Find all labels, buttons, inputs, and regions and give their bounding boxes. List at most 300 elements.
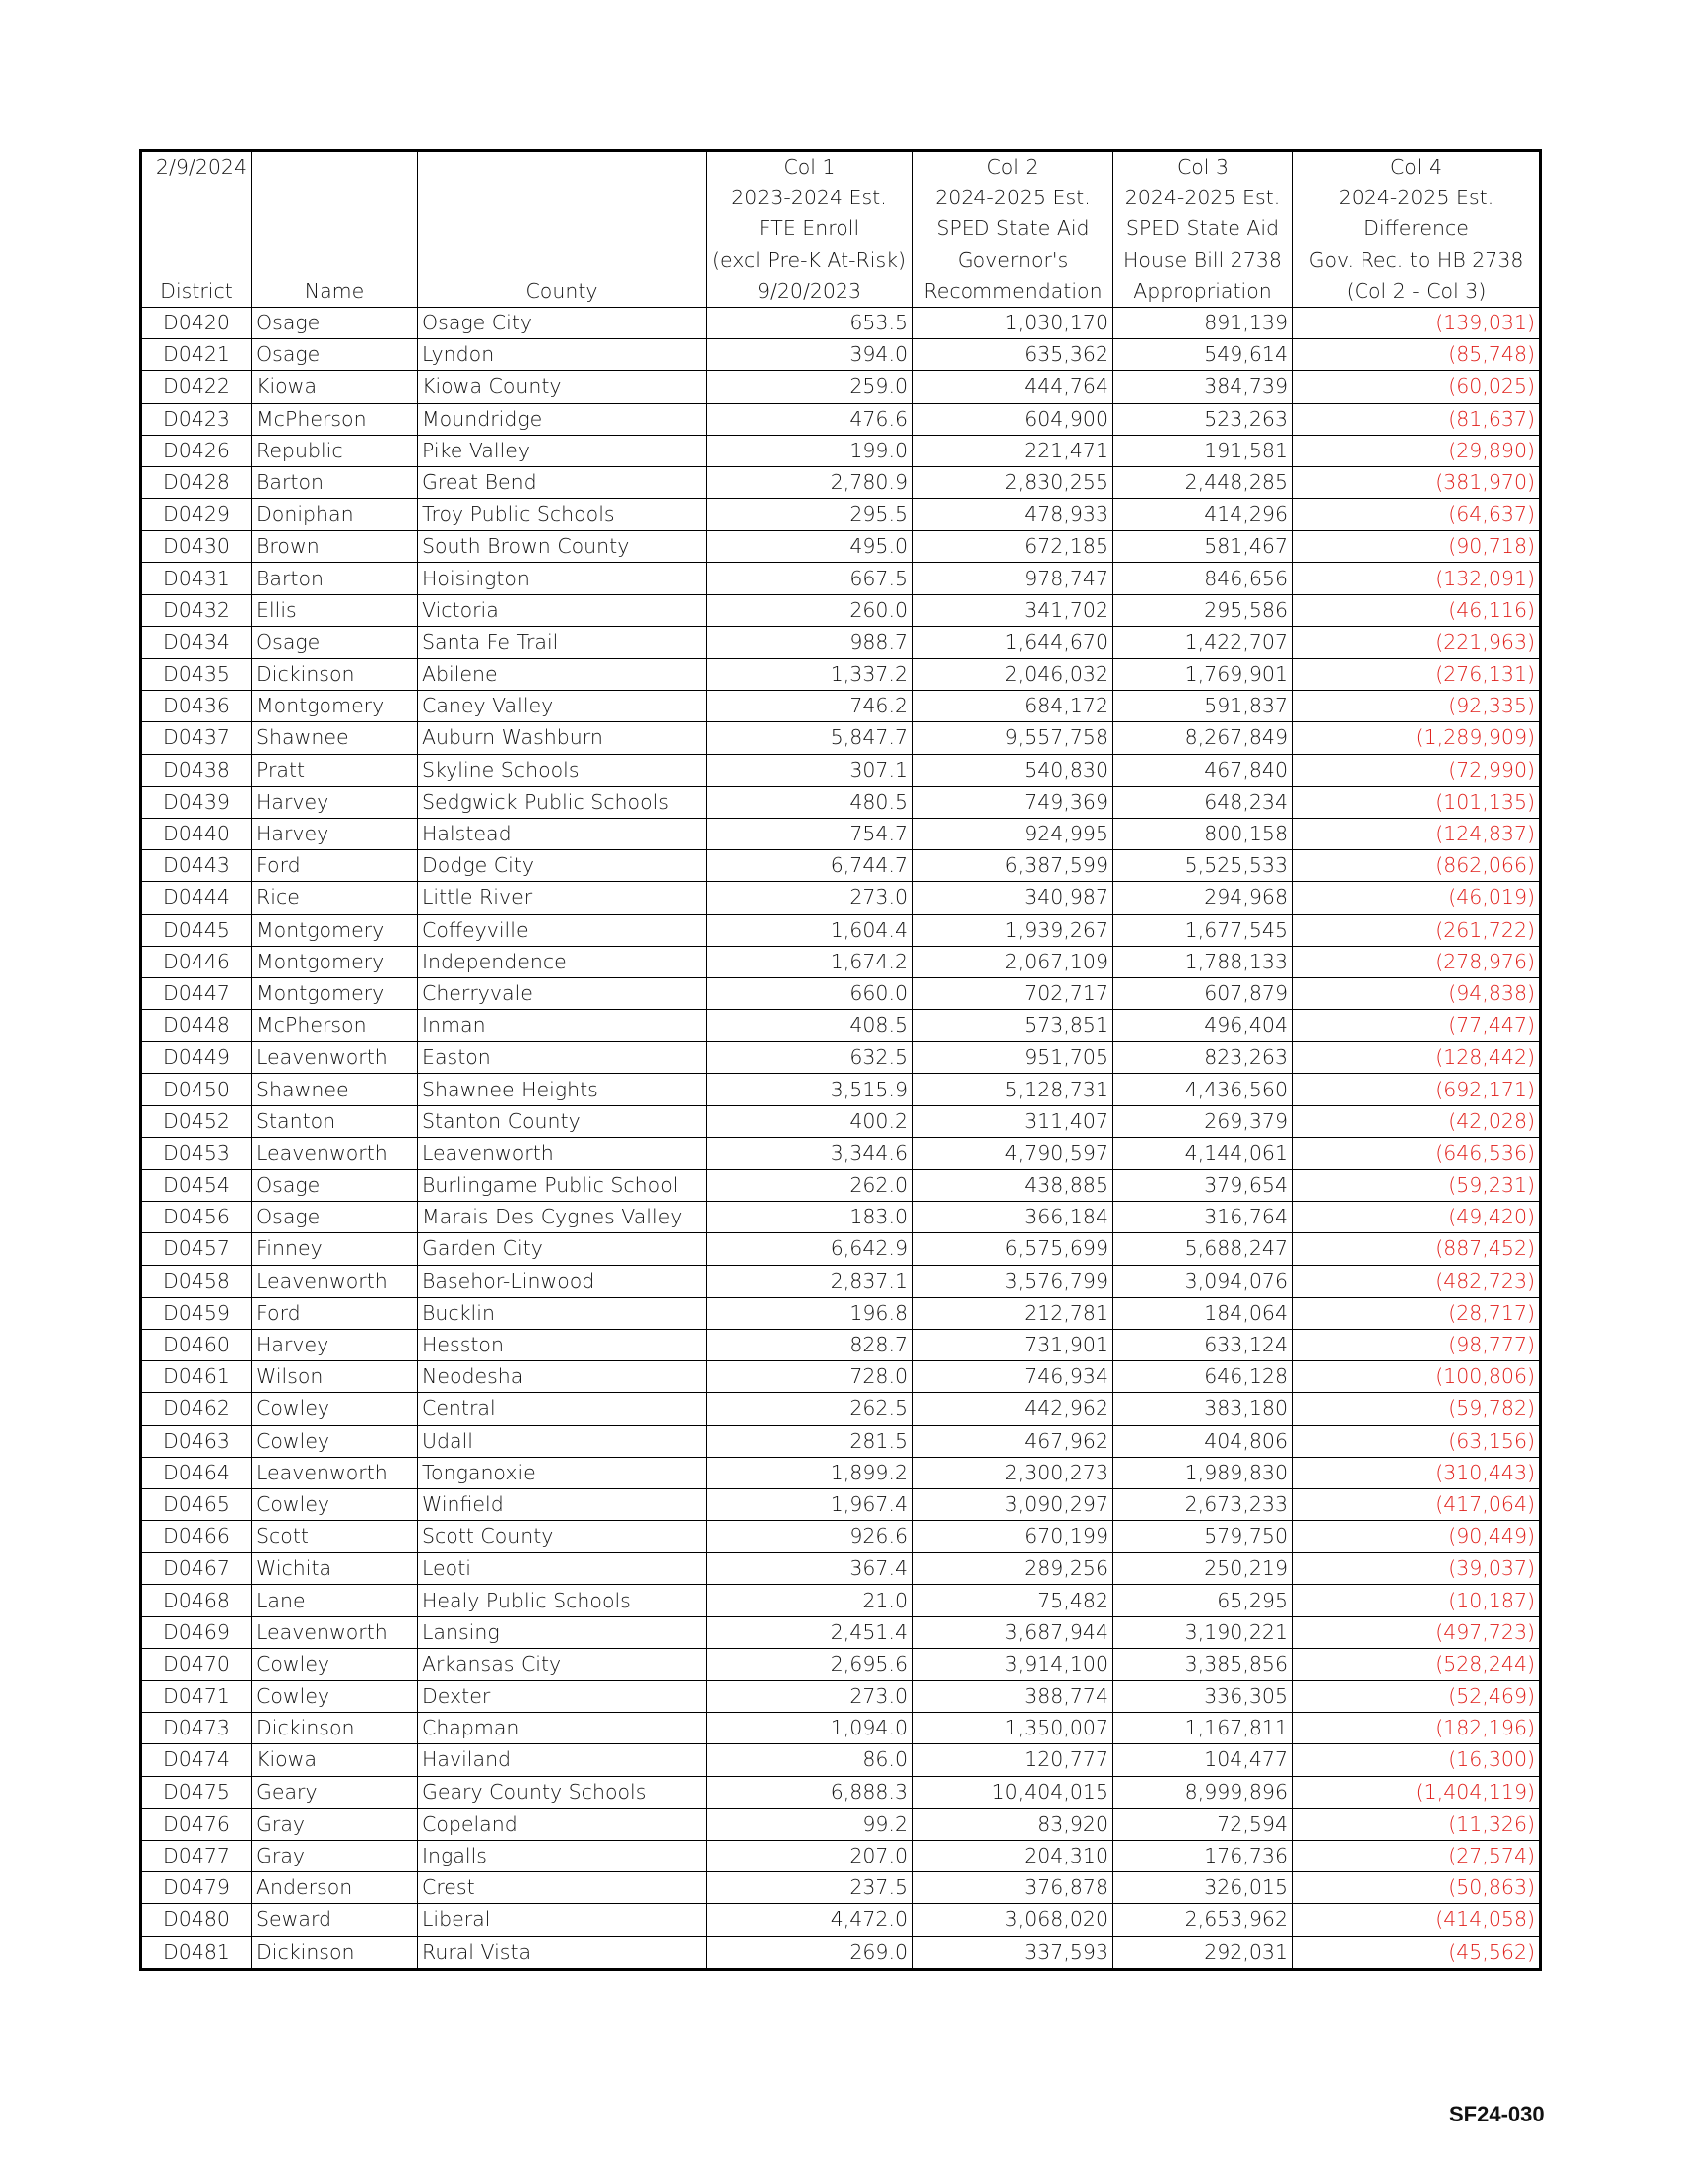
county-cell: Stanton County <box>418 1105 707 1137</box>
fte-enroll-cell: 196.8 <box>707 1297 913 1329</box>
governor-rec-cell: 9,557,758 <box>913 722 1113 754</box>
header-cell: Gov. Rec. to HB 2738 <box>1293 245 1541 276</box>
fte-enroll-cell: 295.5 <box>707 499 913 531</box>
name-cell: Kiowa <box>252 371 418 403</box>
header-cell: Col 3 <box>1113 151 1293 184</box>
name-cell: Dickinson <box>252 1936 418 1969</box>
name-cell: Wichita <box>252 1553 418 1585</box>
difference-cell: (90,449) <box>1293 1521 1541 1553</box>
governor-rec-cell: 2,067,109 <box>913 946 1113 977</box>
hb2738-cell: 404,806 <box>1113 1425 1293 1457</box>
district-cell: D0481 <box>141 1936 252 1969</box>
table-row <box>141 1904 1541 1936</box>
header-cell <box>252 183 418 213</box>
governor-rec-cell: 376,878 <box>913 1872 1113 1904</box>
table-row <box>141 786 1541 818</box>
county-cell: Shawnee Heights <box>418 1074 707 1105</box>
header-cell: 2024-2025 Est. <box>1113 183 1293 213</box>
fte-enroll-cell: 99.2 <box>707 1808 913 1840</box>
governor-rec-cell: 442,962 <box>913 1393 1113 1425</box>
district-cell: D0428 <box>141 466 252 498</box>
fte-enroll-cell: 2,451.4 <box>707 1616 913 1648</box>
hb2738-cell: 800,158 <box>1113 818 1293 849</box>
district-cell: D0462 <box>141 1393 252 1425</box>
table-row <box>141 466 1541 498</box>
district-cell: D0456 <box>141 1202 252 1233</box>
district-cell: D0460 <box>141 1329 252 1360</box>
district-cell: D0468 <box>141 1585 252 1616</box>
county-cell: Marais Des Cygnes Valley <box>418 1202 707 1233</box>
header-cell <box>418 151 707 184</box>
table-row <box>141 1713 1541 1744</box>
county-cell: Kiowa County <box>418 371 707 403</box>
governor-rec-cell: 221,471 <box>913 435 1113 466</box>
hb2738-cell: 292,031 <box>1113 1936 1293 1969</box>
name-cell: Montgomery <box>252 914 418 946</box>
name-cell: Osage <box>252 339 418 371</box>
governor-rec-cell: 670,199 <box>913 1521 1113 1553</box>
hb2738-cell: 496,404 <box>1113 1010 1293 1042</box>
county-cell: Troy Public Schools <box>418 499 707 531</box>
hb2738-cell: 2,673,233 <box>1113 1488 1293 1520</box>
header-cell: 2023-2024 Est. <box>707 183 913 213</box>
county-cell: Independence <box>418 946 707 977</box>
county-cell: Santa Fe Trail <box>418 626 707 658</box>
county-cell: Healy Public Schools <box>418 1585 707 1616</box>
hb2738-cell: 5,525,533 <box>1113 850 1293 882</box>
county-cell: Crest <box>418 1872 707 1904</box>
governor-rec-cell: 289,256 <box>913 1553 1113 1585</box>
hb2738-cell: 3,094,076 <box>1113 1265 1293 1297</box>
governor-rec-cell: 3,914,100 <box>913 1648 1113 1680</box>
governor-rec-cell: 604,900 <box>913 403 1113 435</box>
header-cell: (excl Pre-K At-Risk) <box>707 245 913 276</box>
district-cell: D0423 <box>141 403 252 435</box>
district-cell: D0480 <box>141 1904 252 1936</box>
hb2738-cell: 295,586 <box>1113 594 1293 626</box>
header-cell: Col 1 <box>707 151 913 184</box>
name-cell: Cowley <box>252 1393 418 1425</box>
table-row <box>141 1137 1541 1169</box>
table-row <box>141 1585 1541 1616</box>
name-cell: Ford <box>252 1297 418 1329</box>
county-cell: Osage City <box>418 307 707 338</box>
district-cell: D0467 <box>141 1553 252 1585</box>
county-cell: Burlingame Public School <box>418 1170 707 1202</box>
fte-enroll-cell: 273.0 <box>707 882 913 914</box>
header-cell: County <box>418 276 707 308</box>
table-row <box>141 1042 1541 1074</box>
header-cell: Recommendation <box>913 276 1113 308</box>
district-cell: D0422 <box>141 371 252 403</box>
county-cell: Rural Vista <box>418 1936 707 1969</box>
name-cell: Harvey <box>252 786 418 818</box>
name-cell: Rice <box>252 882 418 914</box>
difference-cell: (27,574) <box>1293 1840 1541 1871</box>
county-cell: Haviland <box>418 1744 707 1776</box>
header-cell: Appropriation <box>1113 276 1293 308</box>
hb2738-cell: 294,968 <box>1113 882 1293 914</box>
name-cell: Doniphan <box>252 499 418 531</box>
county-cell: Inman <box>418 1010 707 1042</box>
table-row <box>141 339 1541 371</box>
fte-enroll-cell: 632.5 <box>707 1042 913 1074</box>
fte-enroll-cell: 1,604.4 <box>707 914 913 946</box>
name-cell: Seward <box>252 1904 418 1936</box>
table-row <box>141 818 1541 849</box>
hb2738-cell: 65,295 <box>1113 1585 1293 1616</box>
sped-aid-table <box>139 149 1542 1971</box>
district-cell: D0435 <box>141 659 252 691</box>
county-cell: Great Bend <box>418 466 707 498</box>
fte-enroll-cell: 6,888.3 <box>707 1776 913 1808</box>
difference-cell: (45,562) <box>1293 1936 1541 1969</box>
fte-enroll-cell: 2,780.9 <box>707 466 913 498</box>
hb2738-cell: 72,594 <box>1113 1808 1293 1840</box>
governor-rec-cell: 5,128,731 <box>913 1074 1113 1105</box>
hb2738-cell: 1,989,830 <box>1113 1457 1293 1488</box>
name-cell: Harvey <box>252 1329 418 1360</box>
governor-rec-cell: 311,407 <box>913 1105 1113 1137</box>
hb2738-cell: 1,788,133 <box>1113 946 1293 977</box>
header-cell: 2/9/2024 <box>141 151 252 184</box>
difference-cell: (1,289,909) <box>1293 722 1541 754</box>
district-cell: D0449 <box>141 1042 252 1074</box>
fte-enroll-cell: 394.0 <box>707 339 913 371</box>
governor-rec-cell: 478,933 <box>913 499 1113 531</box>
fte-enroll-cell: 269.0 <box>707 1936 913 1969</box>
table-row <box>141 1840 1541 1871</box>
hb2738-cell: 2,448,285 <box>1113 466 1293 498</box>
district-cell: D0420 <box>141 307 252 338</box>
fte-enroll-cell: 262.5 <box>707 1393 913 1425</box>
header-cell: District <box>141 276 252 308</box>
governor-rec-cell: 467,962 <box>913 1425 1113 1457</box>
header-cell <box>418 213 707 244</box>
governor-rec-cell: 1,939,267 <box>913 914 1113 946</box>
hb2738-cell: 326,015 <box>1113 1872 1293 1904</box>
governor-rec-cell: 684,172 <box>913 691 1113 722</box>
difference-cell: (1,404,119) <box>1293 1776 1541 1808</box>
difference-cell: (381,970) <box>1293 466 1541 498</box>
name-cell: Montgomery <box>252 691 418 722</box>
governor-rec-cell: 1,644,670 <box>913 626 1113 658</box>
table-row <box>141 1105 1541 1137</box>
table-row <box>141 594 1541 626</box>
county-cell: Abilene <box>418 659 707 691</box>
name-cell: Cowley <box>252 1488 418 1520</box>
fte-enroll-cell: 273.0 <box>707 1681 913 1713</box>
fte-enroll-cell: 408.5 <box>707 1010 913 1042</box>
name-cell: Geary <box>252 1776 418 1808</box>
hb2738-cell: 191,581 <box>1113 435 1293 466</box>
district-cell: D0431 <box>141 563 252 594</box>
document-code: SF24-030 <box>1449 2102 1545 2126</box>
district-cell: D0443 <box>141 850 252 882</box>
name-cell: Leavenworth <box>252 1265 418 1297</box>
governor-rec-cell: 2,046,032 <box>913 659 1113 691</box>
fte-enroll-cell: 199.0 <box>707 435 913 466</box>
district-cell: D0434 <box>141 626 252 658</box>
hb2738-cell: 176,736 <box>1113 1840 1293 1871</box>
fte-enroll-cell: 746.2 <box>707 691 913 722</box>
table-row <box>141 754 1541 786</box>
governor-rec-cell: 3,090,297 <box>913 1488 1113 1520</box>
table-row <box>141 1521 1541 1553</box>
header-cell: 2024-2025 Est. <box>1293 183 1541 213</box>
district-cell: D0461 <box>141 1361 252 1393</box>
hb2738-cell: 581,467 <box>1113 531 1293 563</box>
fte-enroll-cell: 2,695.6 <box>707 1648 913 1680</box>
name-cell: Cowley <box>252 1648 418 1680</box>
header-row <box>141 213 1541 244</box>
district-cell: D0457 <box>141 1233 252 1265</box>
hb2738-cell: 4,436,560 <box>1113 1074 1293 1105</box>
county-cell: Auburn Washburn <box>418 722 707 754</box>
name-cell: Brown <box>252 531 418 563</box>
county-cell: Hoisington <box>418 563 707 594</box>
table-row <box>141 659 1541 691</box>
governor-rec-cell: 635,362 <box>913 339 1113 371</box>
county-cell: Pike Valley <box>418 435 707 466</box>
governor-rec-cell: 83,920 <box>913 1808 1113 1840</box>
header-cell: FTE Enroll <box>707 213 913 244</box>
header-cell <box>252 245 418 276</box>
header-row <box>141 276 1541 308</box>
county-cell: Easton <box>418 1042 707 1074</box>
district-cell: D0453 <box>141 1137 252 1169</box>
difference-cell: (63,156) <box>1293 1425 1541 1457</box>
fte-enroll-cell: 926.6 <box>707 1521 913 1553</box>
difference-cell: (72,990) <box>1293 754 1541 786</box>
district-cell: D0432 <box>141 594 252 626</box>
header-cell: 2024-2025 Est. <box>913 183 1113 213</box>
fte-enroll-cell: 3,515.9 <box>707 1074 913 1105</box>
district-cell: D0464 <box>141 1457 252 1488</box>
fte-enroll-cell: 476.6 <box>707 403 913 435</box>
hb2738-cell: 3,385,856 <box>1113 1648 1293 1680</box>
hb2738-cell: 269,379 <box>1113 1105 1293 1137</box>
difference-cell: (887,452) <box>1293 1233 1541 1265</box>
difference-cell: (482,723) <box>1293 1265 1541 1297</box>
hb2738-cell: 579,750 <box>1113 1521 1293 1553</box>
district-cell: D0447 <box>141 977 252 1009</box>
hb2738-cell: 549,614 <box>1113 339 1293 371</box>
hb2738-cell: 2,653,962 <box>1113 1904 1293 1936</box>
governor-rec-cell: 120,777 <box>913 1744 1113 1776</box>
name-cell: Cowley <box>252 1681 418 1713</box>
county-cell: Victoria <box>418 594 707 626</box>
fte-enroll-cell: 480.5 <box>707 786 913 818</box>
fte-enroll-cell: 183.0 <box>707 1202 913 1233</box>
district-cell: D0437 <box>141 722 252 754</box>
difference-cell: (81,637) <box>1293 403 1541 435</box>
fte-enroll-cell: 4,472.0 <box>707 1904 913 1936</box>
name-cell: Scott <box>252 1521 418 1553</box>
difference-cell: (101,135) <box>1293 786 1541 818</box>
table-row <box>141 563 1541 594</box>
governor-rec-cell: 540,830 <box>913 754 1113 786</box>
table-row <box>141 1170 1541 1202</box>
name-cell: Pratt <box>252 754 418 786</box>
district-cell: D0448 <box>141 1010 252 1042</box>
difference-cell: (59,231) <box>1293 1170 1541 1202</box>
difference-cell: (417,064) <box>1293 1488 1541 1520</box>
name-cell: Leavenworth <box>252 1042 418 1074</box>
header-cell <box>418 183 707 213</box>
hb2738-cell: 467,840 <box>1113 754 1293 786</box>
fte-enroll-cell: 6,642.9 <box>707 1233 913 1265</box>
table-row <box>141 626 1541 658</box>
header-cell: SPED State Aid <box>913 213 1113 244</box>
hb2738-cell: 1,422,707 <box>1113 626 1293 658</box>
difference-cell: (64,637) <box>1293 499 1541 531</box>
fte-enroll-cell: 1,899.2 <box>707 1457 913 1488</box>
difference-cell: (182,196) <box>1293 1713 1541 1744</box>
fte-enroll-cell: 1,094.0 <box>707 1713 913 1744</box>
county-cell: Central <box>418 1393 707 1425</box>
difference-cell: (10,187) <box>1293 1585 1541 1616</box>
difference-cell: (16,300) <box>1293 1744 1541 1776</box>
table-row <box>141 1010 1541 1042</box>
county-cell: Dexter <box>418 1681 707 1713</box>
county-cell: Scott County <box>418 1521 707 1553</box>
hb2738-cell: 648,234 <box>1113 786 1293 818</box>
table-row <box>141 882 1541 914</box>
name-cell: Osage <box>252 307 418 338</box>
county-cell: Basehor-Linwood <box>418 1265 707 1297</box>
district-cell: D0445 <box>141 914 252 946</box>
district-cell: D0471 <box>141 1681 252 1713</box>
difference-cell: (862,066) <box>1293 850 1541 882</box>
hb2738-cell: 5,688,247 <box>1113 1233 1293 1265</box>
difference-cell: (139,031) <box>1293 307 1541 338</box>
name-cell: McPherson <box>252 1010 418 1042</box>
fte-enroll-cell: 281.5 <box>707 1425 913 1457</box>
county-cell: Halstead <box>418 818 707 849</box>
hb2738-cell: 891,139 <box>1113 307 1293 338</box>
difference-cell: (11,326) <box>1293 1808 1541 1840</box>
difference-cell: (261,722) <box>1293 914 1541 946</box>
county-cell: Geary County Schools <box>418 1776 707 1808</box>
hb2738-cell: 8,267,849 <box>1113 722 1293 754</box>
table-row <box>141 977 1541 1009</box>
name-cell: Ellis <box>252 594 418 626</box>
county-cell: Leoti <box>418 1553 707 1585</box>
governor-rec-cell: 573,851 <box>913 1010 1113 1042</box>
district-cell: D0429 <box>141 499 252 531</box>
table-row <box>141 946 1541 977</box>
governor-rec-cell: 1,350,007 <box>913 1713 1113 1744</box>
governor-rec-cell: 749,369 <box>913 786 1113 818</box>
difference-cell: (276,131) <box>1293 659 1541 691</box>
hb2738-cell: 1,677,545 <box>1113 914 1293 946</box>
table-row <box>141 1393 1541 1425</box>
name-cell: Shawnee <box>252 1074 418 1105</box>
name-cell: Cowley <box>252 1425 418 1457</box>
county-cell: Hesston <box>418 1329 707 1360</box>
table-row <box>141 1457 1541 1488</box>
header-row <box>141 245 1541 276</box>
fte-enroll-cell: 2,837.1 <box>707 1265 913 1297</box>
table-row <box>141 1297 1541 1329</box>
hb2738-cell: 523,263 <box>1113 403 1293 435</box>
difference-cell: (52,469) <box>1293 1681 1541 1713</box>
difference-cell: (646,536) <box>1293 1137 1541 1169</box>
district-cell: D0426 <box>141 435 252 466</box>
table-row <box>141 1233 1541 1265</box>
difference-cell: (77,447) <box>1293 1010 1541 1042</box>
table-row <box>141 1648 1541 1680</box>
difference-cell: (94,838) <box>1293 977 1541 1009</box>
fte-enroll-cell: 828.7 <box>707 1329 913 1360</box>
governor-rec-cell: 204,310 <box>913 1840 1113 1871</box>
name-cell: Harvey <box>252 818 418 849</box>
hb2738-cell: 846,656 <box>1113 563 1293 594</box>
district-cell: D0475 <box>141 1776 252 1808</box>
difference-cell: (100,806) <box>1293 1361 1541 1393</box>
name-cell: Osage <box>252 626 418 658</box>
table-row <box>141 1425 1541 1457</box>
governor-rec-cell: 3,576,799 <box>913 1265 1113 1297</box>
table-row <box>141 1616 1541 1648</box>
difference-cell: (50,863) <box>1293 1872 1541 1904</box>
fte-enroll-cell: 1,337.2 <box>707 659 913 691</box>
district-cell: D0459 <box>141 1297 252 1329</box>
table-row <box>141 1776 1541 1808</box>
hb2738-cell: 384,739 <box>1113 371 1293 403</box>
difference-cell: (278,976) <box>1293 946 1541 977</box>
county-cell: Arkansas City <box>418 1648 707 1680</box>
fte-enroll-cell: 1,674.2 <box>707 946 913 977</box>
name-cell: Gray <box>252 1840 418 1871</box>
name-cell: Finney <box>252 1233 418 1265</box>
table-row <box>141 1488 1541 1520</box>
hb2738-cell: 1,167,811 <box>1113 1713 1293 1744</box>
district-cell: D0454 <box>141 1170 252 1202</box>
name-cell: Leavenworth <box>252 1616 418 1648</box>
fte-enroll-cell: 21.0 <box>707 1585 913 1616</box>
county-cell: Chapman <box>418 1713 707 1744</box>
name-cell: Kiowa <box>252 1744 418 1776</box>
name-cell: Anderson <box>252 1872 418 1904</box>
governor-rec-cell: 2,830,255 <box>913 466 1113 498</box>
hb2738-cell: 379,654 <box>1113 1170 1293 1202</box>
governor-rec-cell: 3,687,944 <box>913 1616 1113 1648</box>
district-cell: D0458 <box>141 1265 252 1297</box>
district-cell: D0438 <box>141 754 252 786</box>
table-row <box>141 722 1541 754</box>
header-cell: SPED State Aid <box>1113 213 1293 244</box>
governor-rec-cell: 75,482 <box>913 1585 1113 1616</box>
table-row <box>141 850 1541 882</box>
governor-rec-cell: 212,781 <box>913 1297 1113 1329</box>
difference-cell: (132,091) <box>1293 563 1541 594</box>
county-cell: Caney Valley <box>418 691 707 722</box>
governor-rec-cell: 702,717 <box>913 977 1113 1009</box>
district-cell: D0444 <box>141 882 252 914</box>
name-cell: Dickinson <box>252 1713 418 1744</box>
governor-rec-cell: 746,934 <box>913 1361 1113 1393</box>
hb2738-cell: 383,180 <box>1113 1393 1293 1425</box>
governor-rec-cell: 444,764 <box>913 371 1113 403</box>
hb2738-cell: 104,477 <box>1113 1744 1293 1776</box>
hb2738-cell: 646,128 <box>1113 1361 1293 1393</box>
name-cell: Barton <box>252 563 418 594</box>
fte-enroll-cell: 260.0 <box>707 594 913 626</box>
county-cell: Dodge City <box>418 850 707 882</box>
header-row <box>141 183 1541 213</box>
